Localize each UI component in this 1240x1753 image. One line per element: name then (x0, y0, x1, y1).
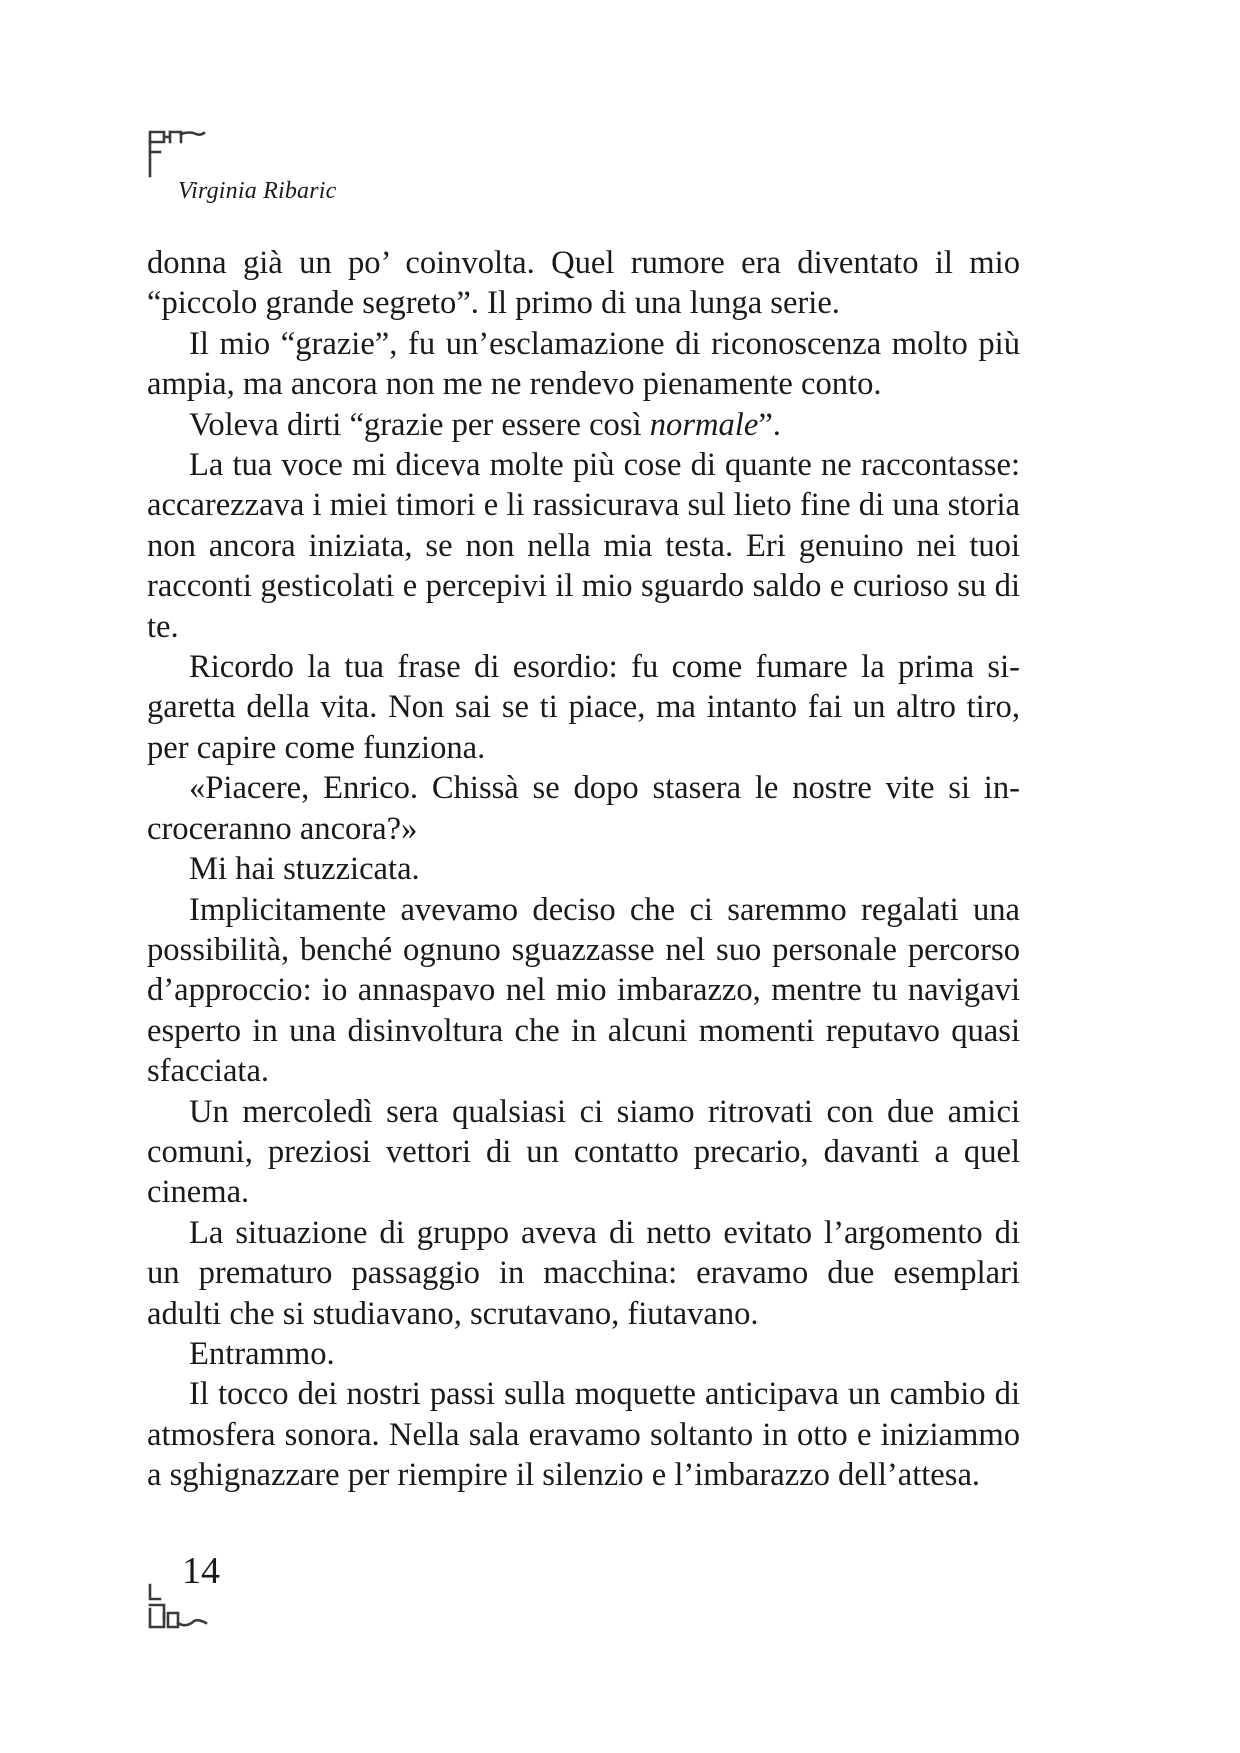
paragraph-text: ”. (758, 406, 781, 443)
body-text (147, 243, 1020, 1496)
paragraph: Il mio “grazie”, fu un’esclamazione di riconoscenza molto più ampia, ma ancora non me ne rendevo pienamente conto. (147, 325, 1020, 403)
running-head-author: Virginia Ribaric (178, 178, 337, 204)
paragraph: Un mercoledì sera qualsiasi ci siamo ritrovati con due amici comuni, preziosi vettori di un contatto precario, davanti a quel cinema. (147, 1093, 1020, 1211)
header-ornament-icon (148, 130, 208, 182)
paragraph: Il tocco dei nostri passi sulla moquette anticipava un cambio di atmosfera sonora. Nella sala eravamo soltanto in otto e iniziammo a sghignazzare per riempire il silenzio e l’imbarazzo dell’attesa. (147, 1376, 1020, 1494)
page-header (148, 130, 548, 205)
paragraph: donna già un po’ coinvolta. Quel rumore era diventato il mio “piccolo grande segreto”. Il primo di una lunga serie. (147, 245, 1020, 322)
paragraph: La situazione di gruppo aveva di netto evitato l’argomento di un prematuro passaggio in macchina: eravamo due esemplari adulti che si studiavano, scrutavano, fiutavano. (147, 1214, 1020, 1332)
paragraph: Implicitamente avevamo deciso che ci saremmo regalati una possibilità, benché ognuno sguazzasse nel suo personale percorso d’approccio: io annaspavo nel mio imbarazzo, mentre tu navigavi esperto in una disinvoltura che in alcuni momenti reputavo quasi sfacciata. (147, 891, 1020, 1090)
paragraph: Ricordo la tua frase di esordio: fu come fumare la prima sigaretta della vita. Non sai se ti piace, ma intanto fai un altro tiro, per capire come funziona. (147, 649, 1020, 766)
paragraph: «Piacere, Enrico. Chissà se dopo stasera le nostre vite si incroceranno ancora?» (147, 770, 1020, 847)
paragraph (147, 405, 1020, 445)
page-number: 14 (182, 1550, 220, 1592)
page-footer (148, 1550, 268, 1645)
paragraph: Mi hai stuzzicata. (189, 851, 420, 888)
paragraph: La tua voce mi diceva molte più cose di quante ne raccontasse: accarezzava i miei timori e li rassicurava sul lieto fine di una storia non ancora iniziata, se non nella mia testa. Eri genuino nei tuoi racconti gesticolati e percepivi il mio sguardo saldo e curioso su di te. (147, 447, 1020, 645)
paragraph-text: Voleva dirti “grazie per essere così (189, 406, 650, 443)
italic-emphasis: normale (649, 406, 759, 443)
paragraph: Entrammo. (189, 1335, 335, 1372)
